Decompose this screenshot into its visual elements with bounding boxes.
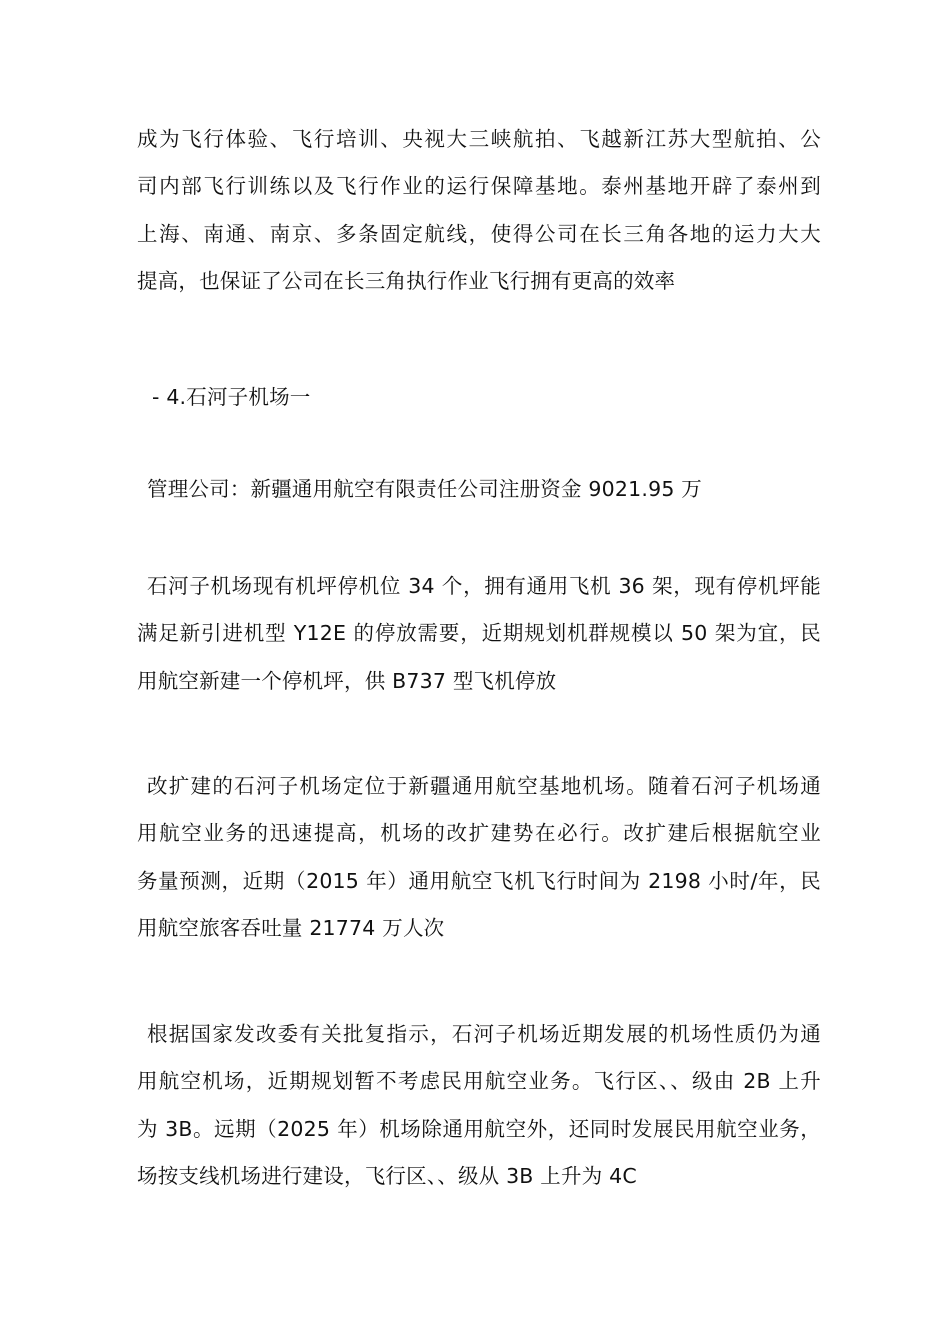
paragraph-taizhou-base	[137, 124, 821, 297]
text-line: 用航空新建一个停机坪，供 B737 型飞机停放	[137, 668, 557, 693]
paragraph-ndrc-approval	[137, 1019, 821, 1192]
text-line: 石河子机场现有机坪停机位 34 个，拥有通用飞机 36 架，现有停机坪能	[147, 574, 821, 598]
text-line: 成为飞行体验、飞行培训、央视大三峡航拍、飞越新江苏大型航拍、公	[137, 127, 821, 151]
text-line: 根据国家发改委有关批复指示，石河子机场近期发展的机场性质仍为通	[147, 1022, 821, 1046]
section-heading: - 4.石河子机场一	[152, 385, 311, 409]
text-line: 司内部飞行训练以及飞行作业的运行保障基地。泰州基地开辟了泰州到	[137, 174, 821, 199]
text-line: 满足新引进机型 Y12E 的停放需要，近期规划机群规模以 50 架为宜，民	[137, 621, 821, 646]
text-line: 为 3B。远期（2025 年）机场除通用航空外，还同时发展民用航空业务，	[137, 1116, 821, 1141]
text-line: 上海、南通、南京、多条固定航线，使得公司在长三角各地的运力大大	[137, 221, 821, 246]
text-line: 场按支线机场进行建设，飞行区、、级从 3B 上升为 4C	[137, 1163, 637, 1188]
text-line: 提高，也保证了公司在长三角执行作业飞行拥有更高的效率	[137, 268, 676, 293]
paragraph-apron-capacity	[137, 571, 821, 697]
management-company-line: 管理公司：新疆通用航空有限责任公司注册资金 9021.95 万	[147, 477, 703, 501]
text-line: 改扩建的石河子机场定位于新疆通用航空基地机场。随着石河子机场通	[147, 774, 821, 798]
text-line: 务量预测，近期（2015 年）通用航空飞机飞行时间为 2198 小时/年，民	[137, 868, 821, 893]
paragraph-expansion	[137, 771, 821, 944]
text-line: 用航空业务的迅速提高，机场的改扩建势在必行。改扩建后根据航空业	[137, 821, 821, 846]
text-line: 用航空旅客吞吐量 21774 万人次	[137, 915, 445, 940]
text-line: 用航空机场，近期规划暂不考虑民用航空业务。飞行区、、级由 2B 上升	[137, 1069, 821, 1094]
